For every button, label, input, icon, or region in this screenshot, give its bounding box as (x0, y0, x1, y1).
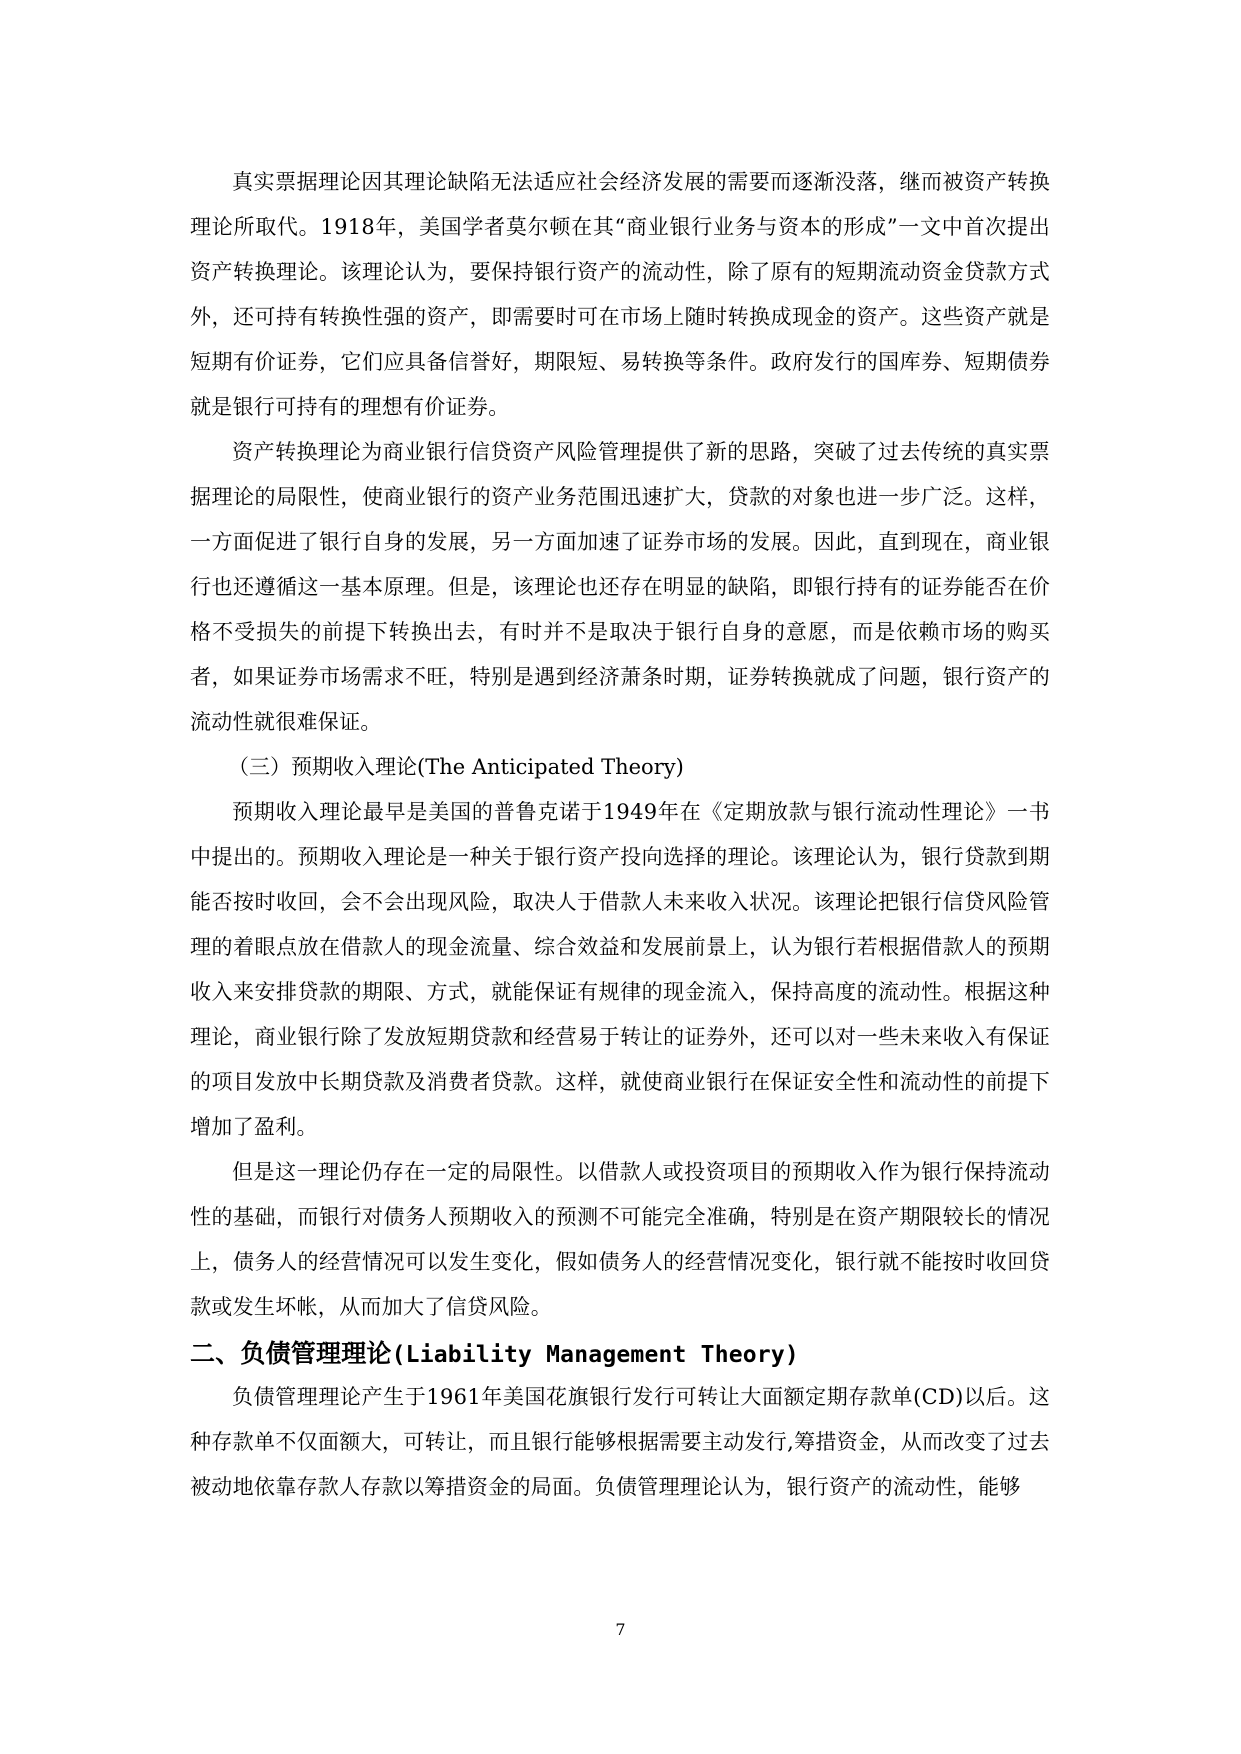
section-heading-liability-management (190, 1334, 1050, 1375)
section-subheading-anticipated-theory: （三）预期收入理论(The Anticipated Theory) (228, 755, 684, 779)
page-body (190, 160, 1050, 1510)
heading-chinese-text: 二、负债管理理论 (190, 1339, 392, 1368)
page-number: 7 (615, 1620, 626, 1639)
paragraph-anticipated-theory-limitations: 但是这一理论仍存在一定的局限性。以借款人或投资项目的预期收入作为银行保持流动性的基础，而银行对债务人预期收入的预测不可能完全准确，特别是在资产期限较长的情况上，债务人的经营情况可以发生变化，假如债务人的经营情况变化，银行就不能按时收回贷款或发生坏帐，从而加大了信贷风险。 (190, 1160, 1050, 1319)
paragraph-liability-management-intro: 负债管理理论产生于1961年美国花旗银行发行可转让大面额定期存款单(CD)以后。这种存款单不仅面额大，可转让，而且银行能够根据需要主动发行,筹措资金，从而改变了过去被动地依靠存款人存款以筹措资金的局面。负债管理理论认为，银行资产的流动性，能够 (190, 1385, 1050, 1499)
paragraph-anticipated-theory-intro: 预期收入理论最早是美国的普鲁克诺于1949年在《定期放款与银行流动性理论》一书中提出的。预期收入理论是一种关于银行资产投向选择的理论。该理论认为，银行贷款到期能否按时收回，会不会出现风险，取决人于借款人未来收入状况。该理论把银行信贷风险管理的着眼点放在借款人的现金流量、综合效益和发展前景上，认为银行若根据借款人的预期收入来安排贷款的期限、方式，就能保证有规律的现金流入，保持高度的流动性。根据这种理论，商业银行除了发放短期贷款和经营易于转让的证券外，还可以对一些未来收入有保证的项目发放中长期贷款及消费者贷款。这样，就使商业银行在保证安全性和流动性的前提下增加了盈利。 (190, 800, 1050, 1139)
paragraph-asset-conversion-evaluation: 资产转换理论为商业银行信贷资产风险管理提供了新的思路，突破了过去传统的真实票据理论的局限性，使商业银行的资产业务范围迅速扩大，贷款的对象也进一步广泛。这样，一方面促进了银行自身的发展，另一方面加速了证券市场的发展。因此，直到现在，商业银行也还遵循这一基本原理。但是，该理论也还存在明显的缺陷，即银行持有的证券能否在价格不受损失的前提下转换出去，有时并不是取决于银行自身的意愿，而是依赖市场的购买者，如果证券市场需求不旺，特别是遇到经济萧条时期，证券转换就成了问题，银行资产的流动性就很难保证。 (190, 440, 1050, 734)
paragraph-asset-conversion-intro: 真实票据理论因其理论缺陷无法适应社会经济发展的需要而逐渐没落，继而被资产转换理论所取代。1918年，美国学者莫尔顿在其“商业银行业务与资本的形成”一文中首次提出资产转换理论。该理论认为，要保持银行资产的流动性，除了原有的短期流动资金贷款方式外，还可持有转换性强的资产，即需要时可在市场上随时转换成现金的资产。这些资产就是短期有价证券，它们应具备信誉好，期限短、易转换等条件。政府发行的国库券、短期债券就是银行可持有的理想有价证券。 (190, 170, 1050, 419)
heading-english-text: (Liability Management Theory) (391, 1342, 799, 1368)
